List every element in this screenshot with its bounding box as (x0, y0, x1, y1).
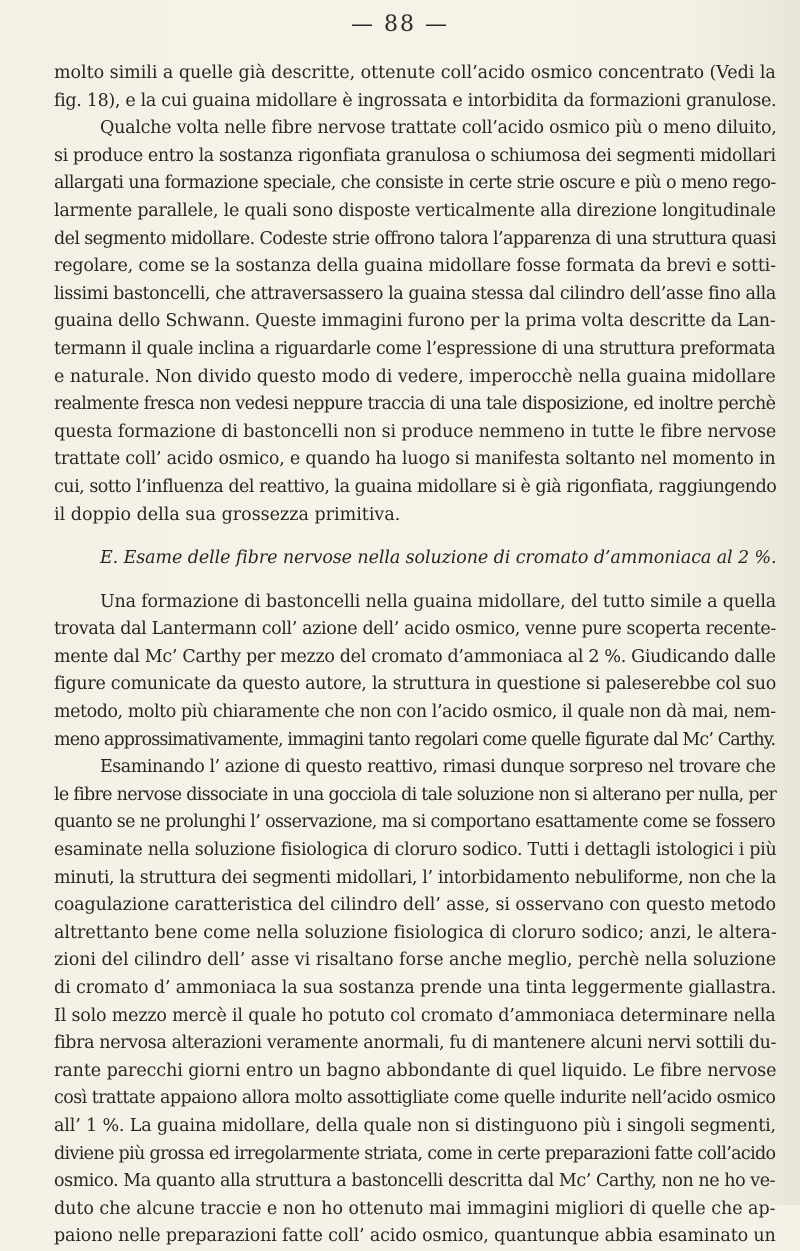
text-line: Esaminando l’ azione di questo reattivo, rimasi dunque sorpreso nel trovare che (100, 757, 776, 778)
text-line: Una formazione di bastoncelli nella guaina midollare, del tutto simile a quella (100, 591, 777, 612)
text-line: minuti, la struttura dei segmenti midollari, l’ intorbidamento nebuliforme, non che la (54, 867, 777, 888)
text-line: lissimi bastoncelli, che attraversassero la guaina stessa dal cilindro dell’asse fino alla (54, 283, 776, 304)
text-line: si produce entro la sostanza rigonfiata granulosa o schiumosa dei segmenti midollari (54, 145, 776, 166)
text-line: esaminate nella soluzione fisiologica di cloruro sodico. Tutti i dettagli istologici i più (54, 840, 777, 861)
text-line: osmico. Ma quanto alla struttura a bastoncelli descritta dal Mc’ Carthy, non ne ho ve- (54, 1171, 776, 1192)
text-line: coagulazione caratteristica del cilindro dell’ asse, si osservano con questo metodo (54, 895, 776, 916)
text-line: realmente fresca non vedesi neppure traccia di una tale disposizione, ed inoltre perchè (54, 394, 776, 415)
text-line: fig. 18), e la cui guaina midollare è ingrossata e intorbidita da formazioni granulose. (54, 90, 777, 111)
text-line: così trattate appaiono allora molto assottigliate come quelle indurite nell’acido osmico (54, 1088, 776, 1109)
page-number: — 88 — (351, 12, 449, 37)
text-line: allargati una formazione speciale, che consiste in certe strie oscure e più o meno rego- (54, 173, 776, 194)
text-line: zioni del cilindro dell’ asse vi risaltano forse anche meglio, perchè nella soluzione (54, 950, 777, 971)
text-line: e naturale. Non divido questo modo di vedere, imperocchè nella guaina midollare (54, 366, 776, 387)
text-line: rante parecchi giorni entro un bagno abbondante di quel liquido. Le fibre nervose (54, 1060, 777, 1081)
text-line: fibra nervosa alterazioni veramente anormali, fu di mantenere alcuni nervi sottili du- (54, 1033, 776, 1054)
text-line: Il solo mezzo mercè il quale ho potuto col cromato d’ammoniaca determinare nella (54, 1005, 776, 1026)
text-line: le fibre nervose dissociate in una gocciola di tale soluzione non si alterano per nulla, per (54, 784, 777, 805)
text-line: quanto se ne prolunghi l’ osservazione, ma si comportano esattamente come se fossero (54, 812, 776, 833)
text-line: trattate coll’ acido osmico, e quando ha luogo si manifesta soltanto nel momento in (54, 449, 776, 470)
text-line: all’ 1 %. La guaina midollare, della quale non si distinguono più i singoli segmenti, (54, 1115, 776, 1136)
text-line: molto simili a quelle già descritte, ottenute coll’acido osmico concentrato (Vedi la (54, 63, 776, 83)
text-line: larmente parallele, le quali sono disposte verticalmente alla direzione longitudinale (54, 200, 776, 221)
text-line: diviene più grossa ed irregolarmente striata, come in certe preparazioni fatte coll’acido (54, 1143, 776, 1164)
text-line: meno approssimativamente, immagini tanto regolari come quelle figurate dal Mc’ Carthy. (54, 729, 776, 750)
text-line: del segmento midollare. Codeste strie offrono talora l’apparenza di una struttura quasi (54, 228, 776, 249)
section-heading: E. Esame delle fibre nervose nella soluzione di cromato d’ammoniaca al 2 %. (100, 548, 777, 569)
text-line: figure comunicate da questo autore, la struttura in questione si paleserebbe col suo (54, 674, 776, 695)
text-line: cui, sotto l’influenza del reattivo, la guaina midollare si è già rigonfiata, raggiungendo (54, 476, 777, 497)
text-line: duto che alcune traccie e non ho ottenuto mai immagini migliori di quelle che ap- (54, 1198, 776, 1219)
text-line: regolare, come se la sostanza della guaina midollare fosse formata da brevi e sotti- (54, 256, 776, 277)
text-line: trovata dal Lantermann coll’ azione dell’ acido osmico, venne pure scoperta recente- (54, 619, 776, 640)
text-line: termann il quale inclina a riguardarle come l’espressione di una struttura preformata (54, 338, 776, 359)
text-line: metodo, molto più chiaramente che non con l’acido osmico, il quale non dà mai, nem- (54, 702, 776, 723)
text-line: il doppio della sua grossezza primitiva. (54, 504, 401, 525)
text-line: questa formazione di bastoncelli non si produce nemmeno in tutte le fibre nervose (54, 421, 777, 442)
body-text (54, 60, 776, 1251)
text-line: guaina dello Schwann. Queste immagini furono per la prima volta descritte da Lan- (54, 311, 776, 332)
text-line: altrettanto bene come nella soluzione fisiologica di cloruro sodico; anzi, le altera- (54, 922, 777, 943)
text-line: di cromato d’ ammoniaca la sua sostanza prende una tinta leggermente giallastra. (54, 978, 777, 998)
text-line: paiono nelle preparazioni fatte coll’ acido osmico, quantunque abbia esaminato un (54, 1226, 776, 1247)
text-line: Qualche volta nelle fibre nervose trattate coll’acido osmico più o meno diluito, (100, 118, 777, 139)
text-line: mente dal Mc’ Carthy per mezzo del cromato d’ammoniaca al 2 %. Giudicando dalle (54, 646, 776, 667)
